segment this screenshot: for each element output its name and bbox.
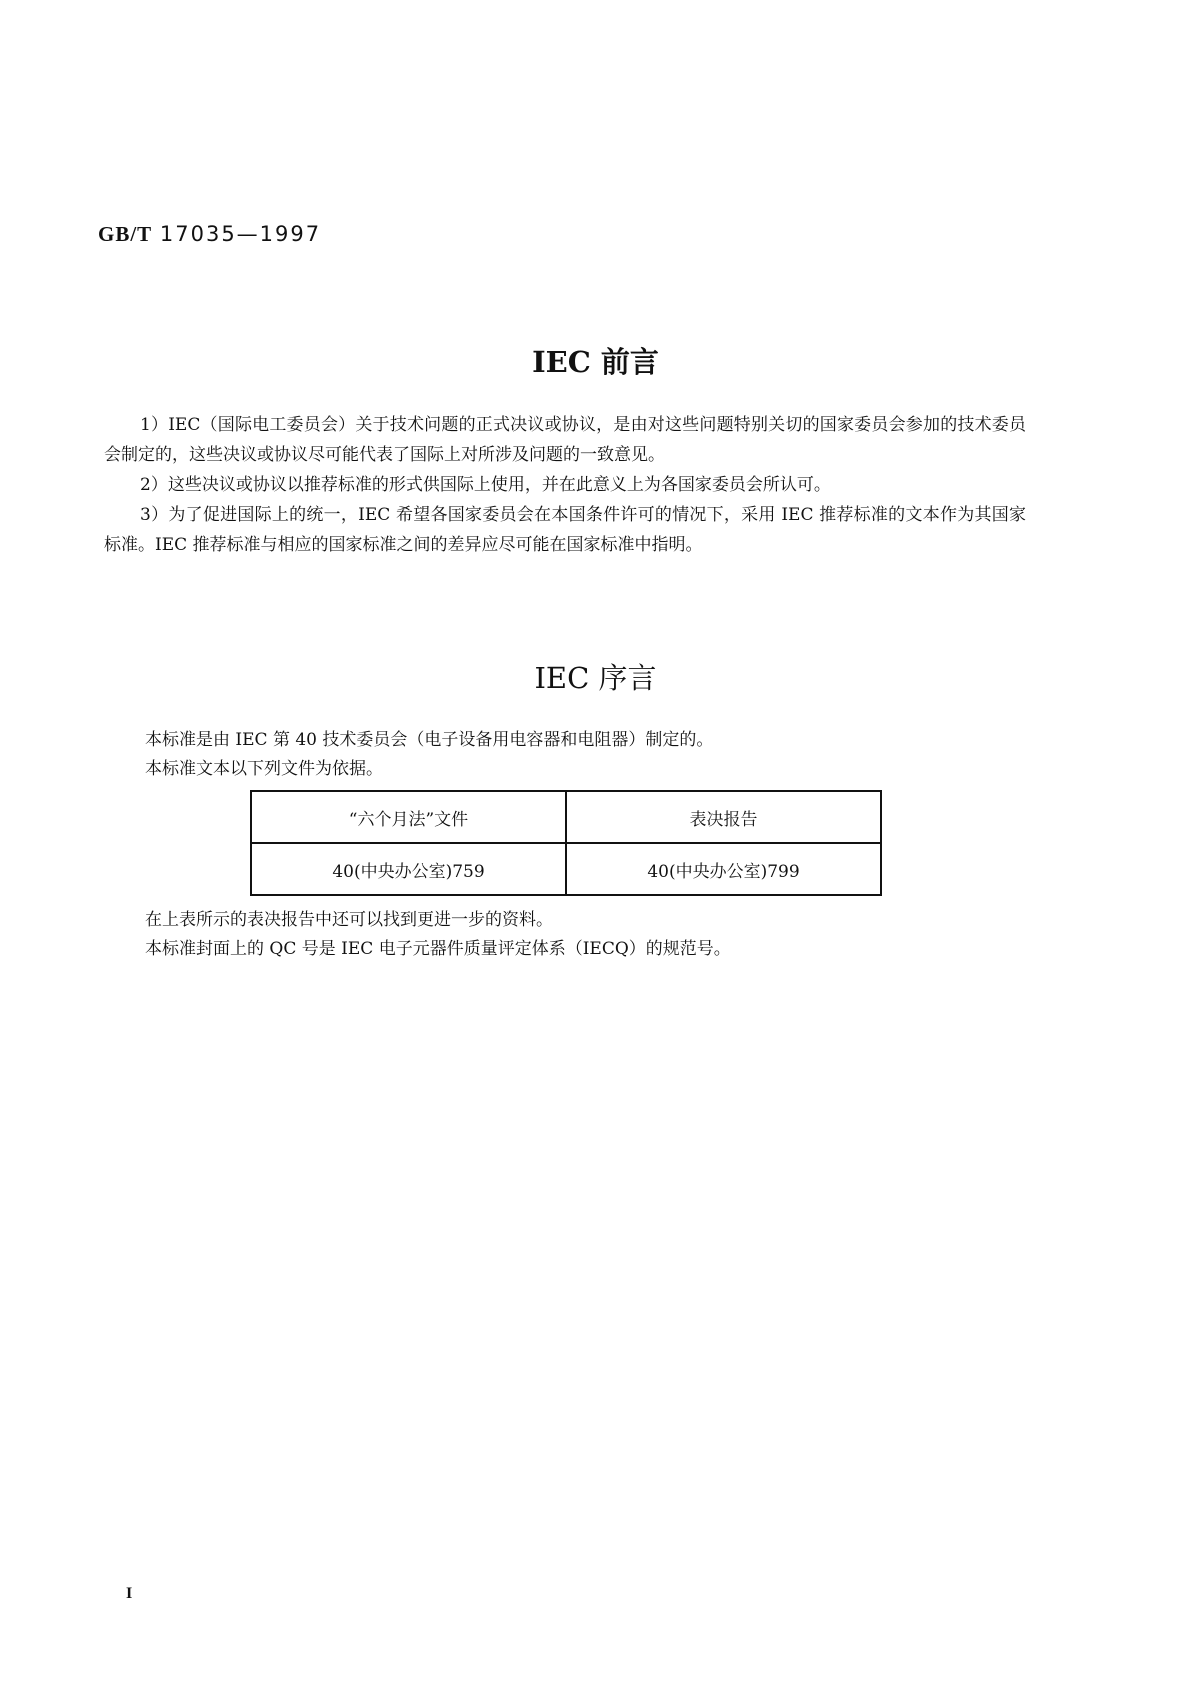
foreword-paragraph-3: 3）为了促进国际上的统一，IEC 希望各国家委员会在本国条件许可的情况下，采用 IEC 推荐标准的文本作为其国家标准。IEC 推荐标准与相应的国家标准之间的差异应尽可能在国家标准中指明。 [104,505,1026,555]
preface-note-1: 在上表所示的表决报告中还可以找到更进一步的资料。 [145,910,553,930]
standard-prefix: GB/T [98,222,153,246]
table-cell-voting-report: 40(中央办公室)799 [566,843,881,895]
foreword-paragraph-1: 1）IEC（国际电工委员会）关于技术问题的正式决议或协议，是由对这些问题特别关切的国家委员会参加的技术委员会制定的，这些决议或协议尽可能代表了国际上对所涉及问题的一致意见。 [104,415,1026,465]
document-basis-table [250,790,882,896]
foreword-paragraph-2: 2）这些决议或协议以推荐标准的形式供国际上使用，并在此意义上为各国家委员会所认可。 [140,475,831,495]
preface-intro-2: 本标准文本以下列文件为依据。 [145,759,383,779]
preface-note-2: 本标准封面上的 QC 号是 IEC 电子元器件质量评定体系（IECQ）的规范号。 [145,939,731,959]
document-identifier [98,222,321,247]
table-header-six-month-docs: “六个月法”文件 [251,791,566,843]
foreword-title: IEC 前言 [532,345,659,379]
table-row [251,843,881,895]
page-number: I [126,1585,133,1602]
preface-title: IEC 序言 [534,661,657,695]
preface-intro-1: 本标准是由 IEC 第 40 技术委员会（电子设备用电容器和电阻器）制定的。 [145,730,714,750]
table-header-row [251,791,881,843]
table-cell-six-month-doc: 40(中央办公室)759 [251,843,566,895]
table-header-voting-report: 表决报告 [566,791,881,843]
standard-number: 17035—1997 [159,222,322,246]
